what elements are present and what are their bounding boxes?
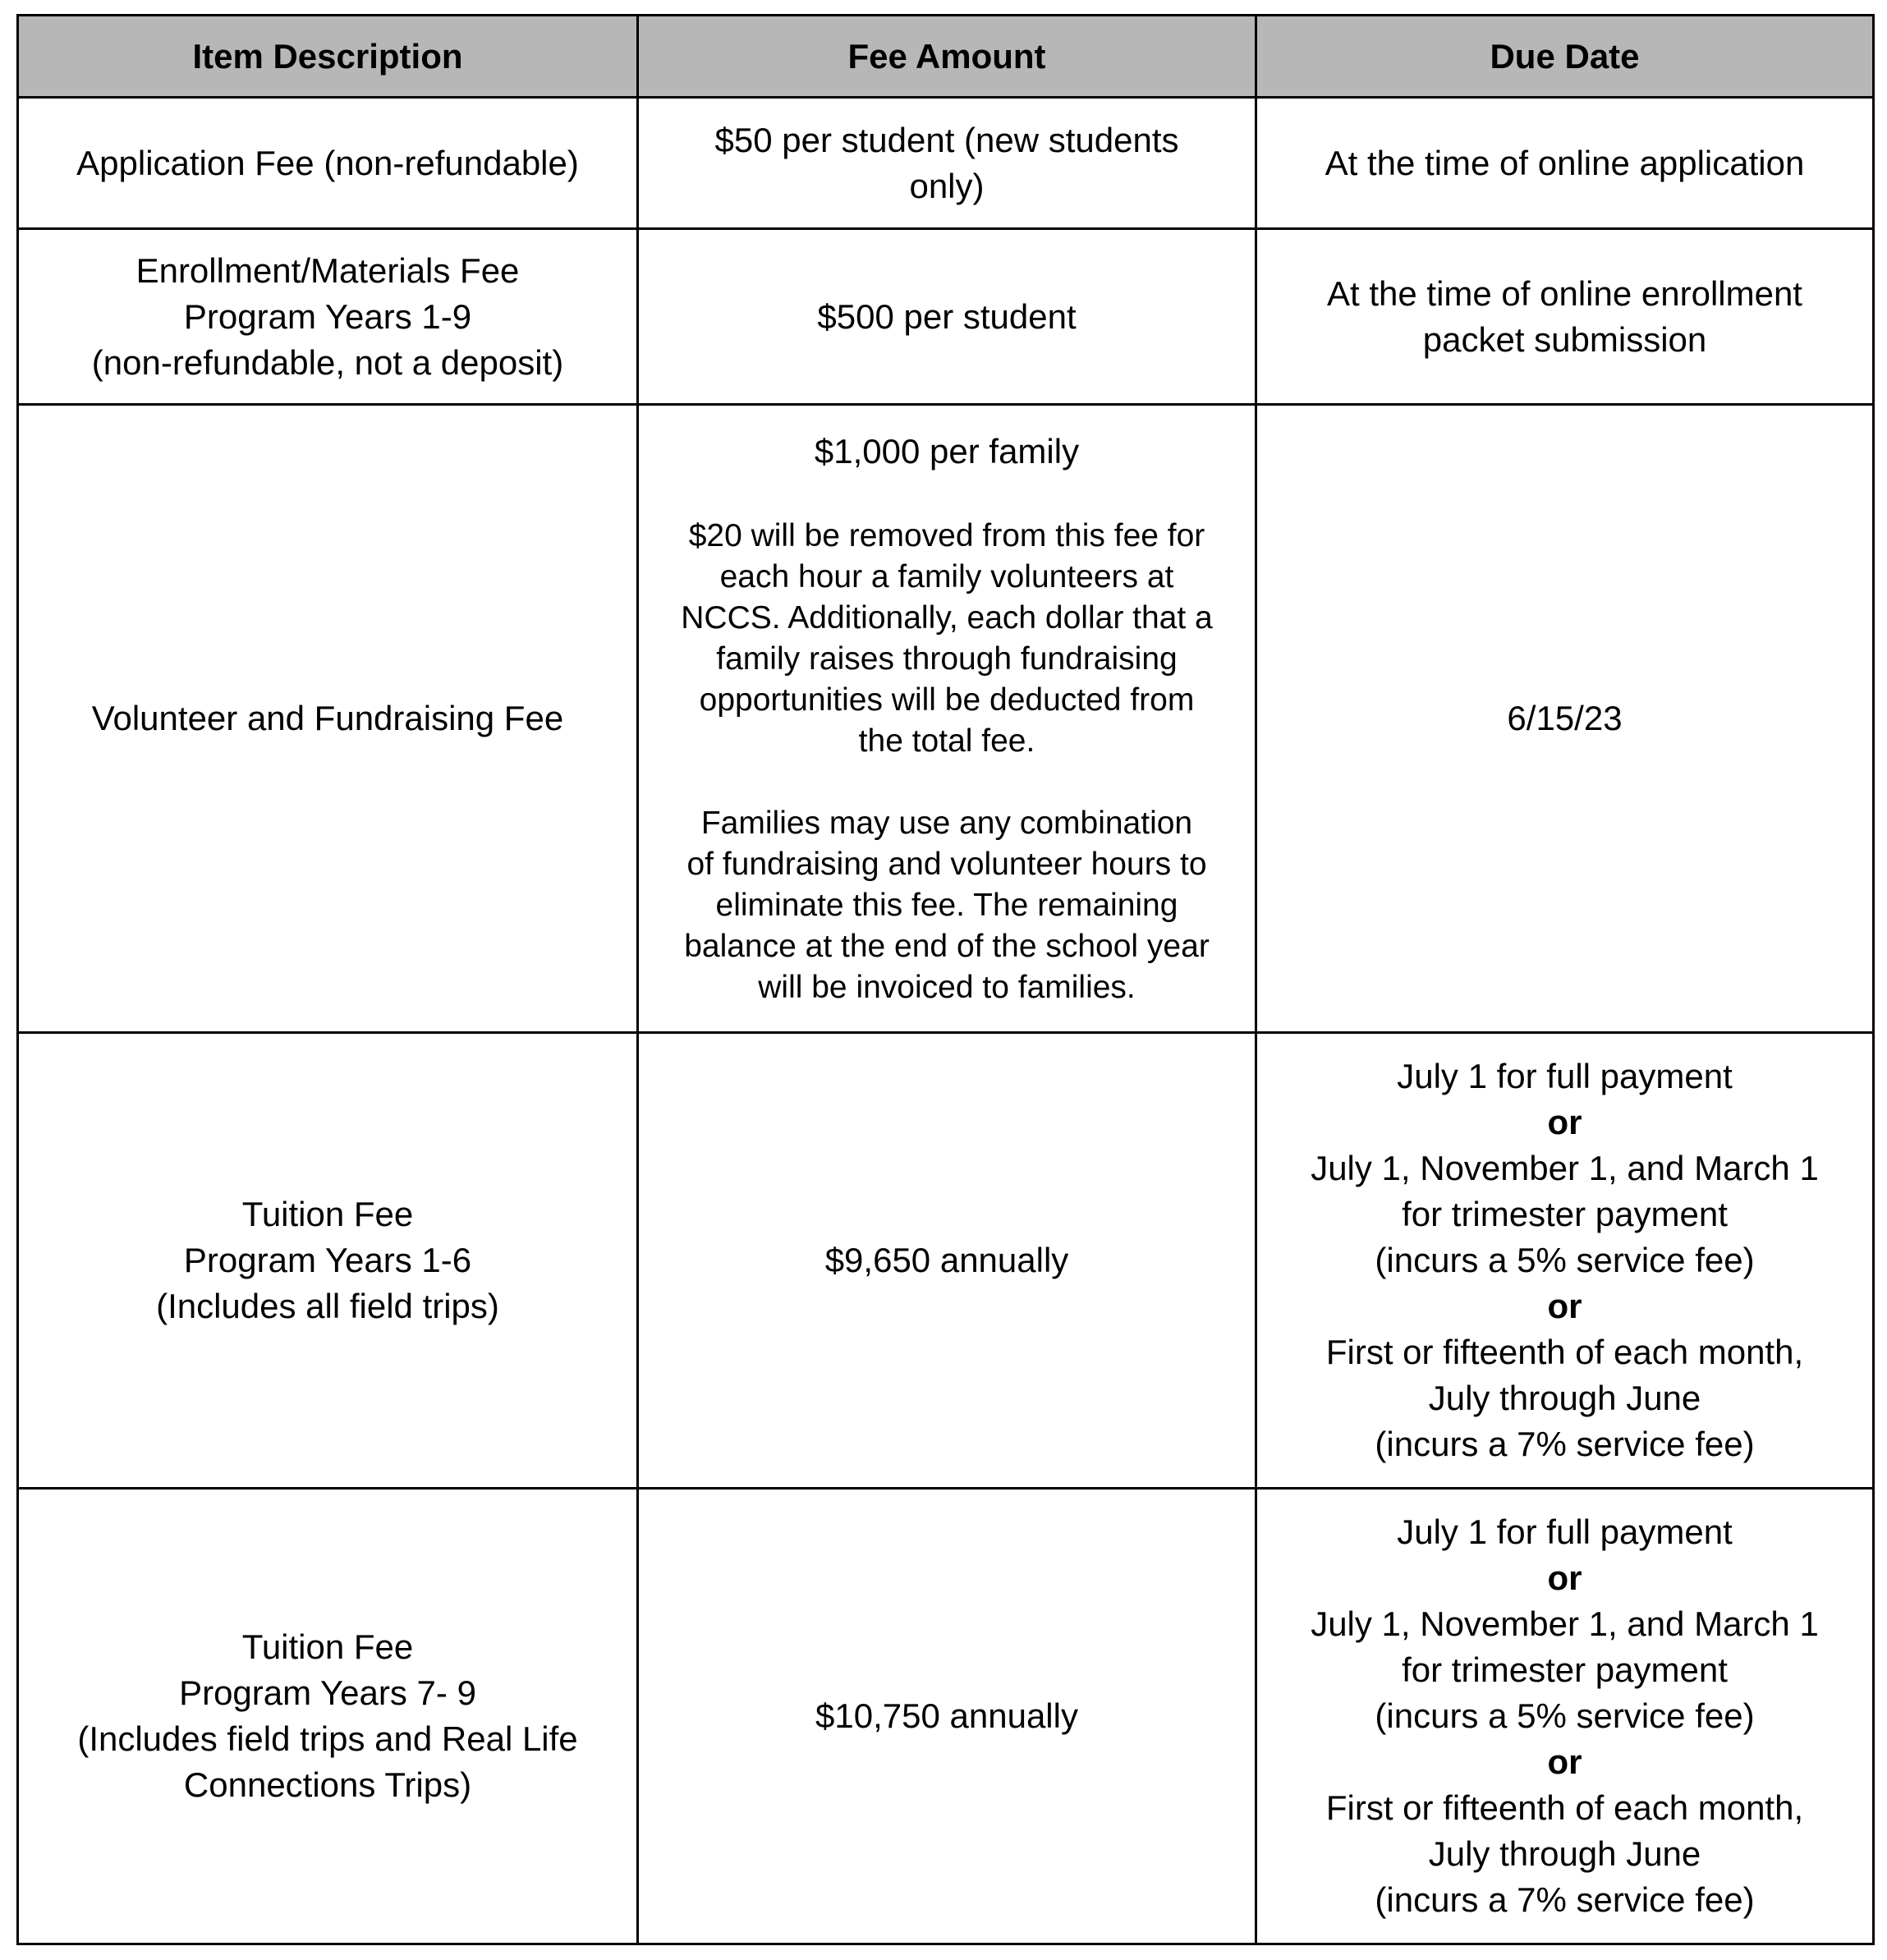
due-line: (incurs a 7% service fee) xyxy=(1375,1880,1755,1919)
fee-line: $10,750 annually xyxy=(815,1696,1078,1735)
fee-note-line: opportunities will be deducted from xyxy=(699,682,1195,718)
due-cell xyxy=(1256,405,1874,1033)
due-line: for trimester payment xyxy=(1402,1195,1728,1233)
due-line-or: or xyxy=(1547,1287,1582,1325)
due-cell xyxy=(1256,229,1874,405)
due-line: First or fifteenth of each month, xyxy=(1325,1788,1804,1827)
due-line: At the time of online application xyxy=(1325,143,1805,182)
fee-note-line: of fundraising and volunteer hours to xyxy=(686,847,1207,882)
due-line: packet submission xyxy=(1422,319,1707,359)
fee-cell xyxy=(638,405,1256,1033)
fee-line: $9,650 annually xyxy=(824,1241,1069,1279)
fee-cell xyxy=(638,229,1256,405)
fee-note-line: the total fee. xyxy=(858,723,1035,759)
item-line: Tuition Fee xyxy=(241,1627,414,1666)
due-line: At the time of online enrollment xyxy=(1327,273,1802,313)
fee-note-line: NCCS. Additionally, each dollar that a xyxy=(681,600,1213,636)
item-cell xyxy=(18,405,638,1033)
due-line: (incurs a 5% service fee) xyxy=(1375,1696,1755,1735)
header-item-description: Item Description xyxy=(18,16,638,98)
header-row xyxy=(18,16,1874,98)
table-row xyxy=(18,405,1874,1033)
fee-line: $50 per student (new students xyxy=(714,120,1179,159)
due-line: July through June xyxy=(1428,1379,1701,1417)
due-line: for trimester payment xyxy=(1402,1650,1728,1689)
item-line: Program Years 7- 9 xyxy=(179,1673,476,1712)
item-line: (Includes field trips and Real Life xyxy=(77,1719,578,1758)
fee-cell xyxy=(638,98,1256,229)
fee-main: $1,000 per family xyxy=(814,432,1080,470)
item-line: Enrollment/Materials Fee xyxy=(135,250,520,290)
item-line: Program Years 1-9 xyxy=(183,296,472,336)
due-cell xyxy=(1256,1033,1874,1489)
fee-note-line: balance at the end of the school year xyxy=(684,929,1210,964)
item-cell xyxy=(18,1489,638,1944)
due-line: First or fifteenth of each month, xyxy=(1325,1333,1804,1371)
table-row xyxy=(18,98,1874,229)
fee-note-line: family raises through fundraising xyxy=(716,641,1178,677)
due-line: July 1 for full payment xyxy=(1397,1512,1733,1551)
fee-note-line: Families may use any combination xyxy=(700,806,1193,841)
due-line-or: or xyxy=(1547,1558,1582,1597)
due-line: 6/15/23 xyxy=(1507,699,1623,737)
due-line-or: or xyxy=(1547,1103,1582,1141)
item-cell xyxy=(18,229,638,405)
table-row xyxy=(18,1489,1874,1944)
item-line: Volunteer and Fundraising Fee xyxy=(91,699,564,737)
fee-line: only) xyxy=(909,166,985,205)
fee-line: $500 per student xyxy=(817,296,1077,336)
due-line: (incurs a 5% service fee) xyxy=(1375,1241,1755,1279)
due-line: July 1 for full payment xyxy=(1397,1057,1733,1095)
fee-note-line: eliminate this fee. The remaining xyxy=(715,888,1178,923)
due-line: July 1, November 1, and March 1 xyxy=(1311,1604,1819,1643)
table-row xyxy=(18,1033,1874,1489)
due-cell xyxy=(1256,98,1874,229)
fee-note-line: $20 will be removed from this fee for xyxy=(688,518,1205,553)
item-line: Tuition Fee xyxy=(241,1195,414,1233)
item-line: Connections Trips) xyxy=(183,1765,472,1804)
item-line: (Includes all field trips) xyxy=(156,1287,499,1325)
header-due-date: Due Date xyxy=(1256,16,1874,98)
fee-note-line: will be invoiced to families. xyxy=(758,970,1136,1005)
fee-table xyxy=(16,14,1875,1945)
table-row xyxy=(18,229,1874,405)
fee-cell xyxy=(638,1489,1256,1944)
due-cell xyxy=(1256,1489,1874,1944)
fee-note-line: each hour a family volunteers at xyxy=(719,559,1174,594)
header-fee-amount: Fee Amount xyxy=(638,16,1256,98)
item-line: (non-refundable, not a deposit) xyxy=(91,342,564,382)
due-line: (incurs a 7% service fee) xyxy=(1375,1425,1755,1463)
item-cell xyxy=(18,98,638,229)
due-line: July through June xyxy=(1428,1834,1701,1873)
item-line: Program Years 1-6 xyxy=(183,1241,472,1279)
due-line: July 1, November 1, and March 1 xyxy=(1311,1149,1819,1187)
due-line-or: or xyxy=(1547,1742,1582,1781)
fee-cell xyxy=(638,1033,1256,1489)
item-cell xyxy=(18,1033,638,1489)
item-line: Application Fee (non-refundable) xyxy=(76,143,579,182)
